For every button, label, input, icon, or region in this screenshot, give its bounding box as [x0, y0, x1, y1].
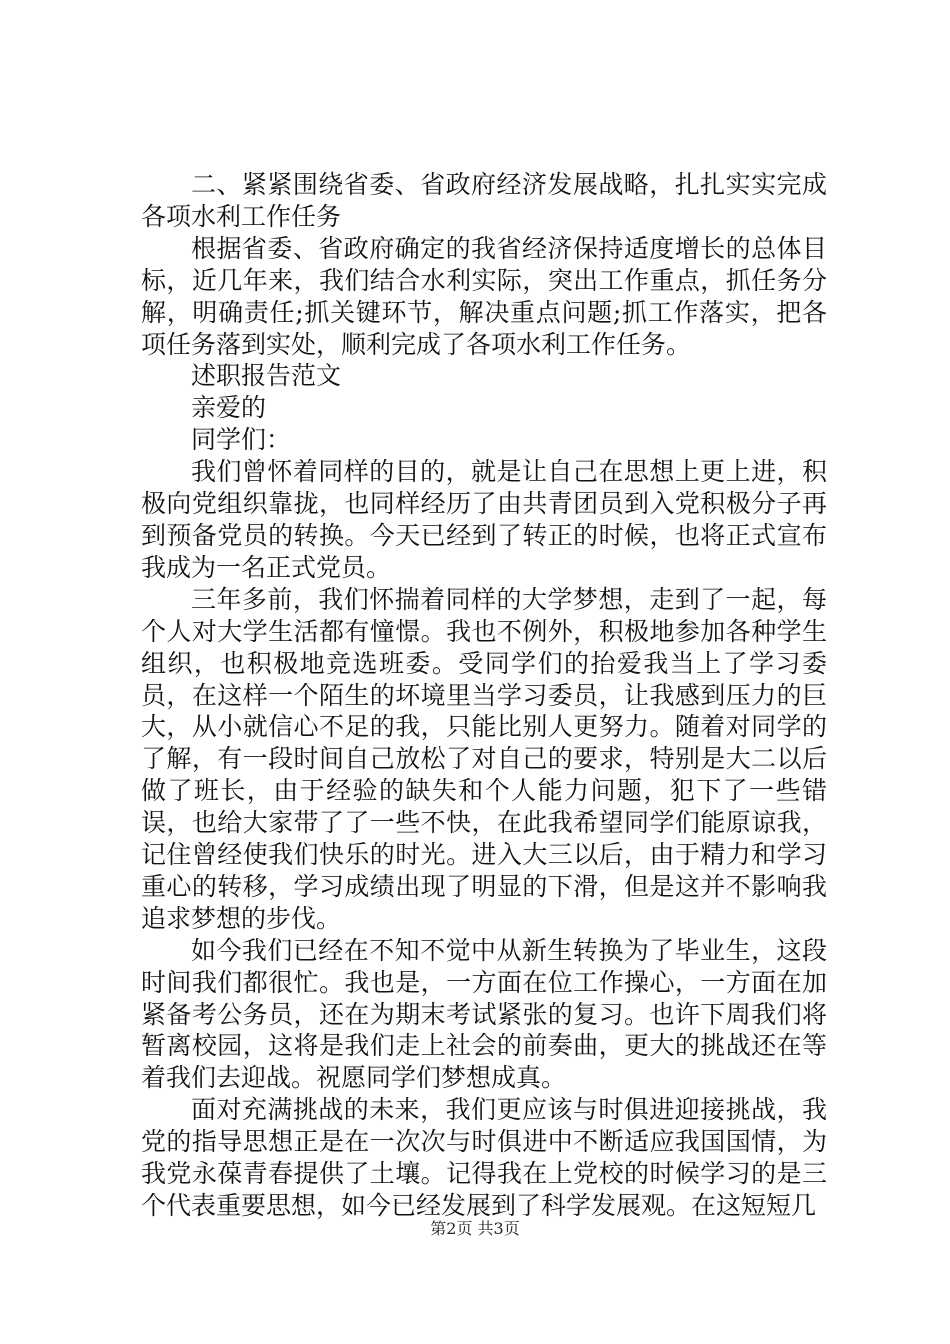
paragraph-water-work: 根据省委、省政府确定的我省经济保持适度增长的总体目标，近几年来，我们结合水利实际，突出工作重点，抓任务分解，明确责任;抓关键环节，解决重点问题;抓工作落实，把各项任务落到实处，顺利完成了各项水利工作任务。 [141, 233, 827, 359]
paragraph-salutation-2: 同学们： [191, 425, 292, 455]
document-body [141, 169, 827, 1222]
paragraph-future-challenge: 面对充满挑战的未来，我们更应该与时俱进迎接挑战，我党的指导思想正是在一次次与时俱进中不断适应我国国情，为我党永葆青春提供了土壤。记得我在上党校的时候学习的是三个代表重要思想，如今已经发展到了科学发展观。在这短短几 [141, 1095, 827, 1220]
paragraph-report-title: 述职报告范文 [191, 361, 342, 391]
paragraph-section-heading: 二、紧紧围绕省委、省政府经济发展战略，扎扎实实完成各项水利工作任务 [141, 170, 827, 231]
paragraph-university-years: 三年多前，我们怀揣着同样的大学梦想，走到了一起，每个人对大学生活都有憧憬。我也不例外，积极地参加各种学生组织，也积极地竞选班委。受同学们的抬爱我当上了学习委员，在这样一个陌生的坏境里当学习委员，让我感到压力的巨大，从小就信心不足的我，只能比别人更努力。随着对同学的了解，有一段时间自己放松了对自己的要求，特别是大二以后做了班长，由于经验的缺失和个人能力问题，犯下了一些错误，也给大家带了了一些不快，在此我希望同学们能原谅我，记住曾经使我们快乐的时光。进入大三以后，由于精力和学习重心的转移，学习成绩出现了明显的下滑，但是这并不影响我追求梦想的步伐。 [141, 584, 827, 933]
paragraph-party-goal: 我们曾怀着同样的目的，就是让自己在思想上更上进，积极向党组织靠拢，也同样经历了由共青团员到入党积极分子再到预备党员的转换。今天已经到了转正的时候，也将正式宣布我成为一名正式党员。 [141, 457, 827, 582]
page-number-footer: 第2页 共3页 [430, 1219, 520, 1238]
paragraph-salutation-1: 亲爱的 [191, 393, 267, 423]
paragraph-graduation: 如今我们已经在不知不觉中从新生转换为了毕业生，这段时间我们都很忙。我也是，一方面在位工作操心，一方面在加紧备考公务员，还在为期末考试紧张的复习。也许下周我们将暂离校园，这将是我们走上社会的前奏曲，更大的挑战还在等着我们去迎战。祝愿同学们梦想成真。 [141, 935, 827, 1093]
